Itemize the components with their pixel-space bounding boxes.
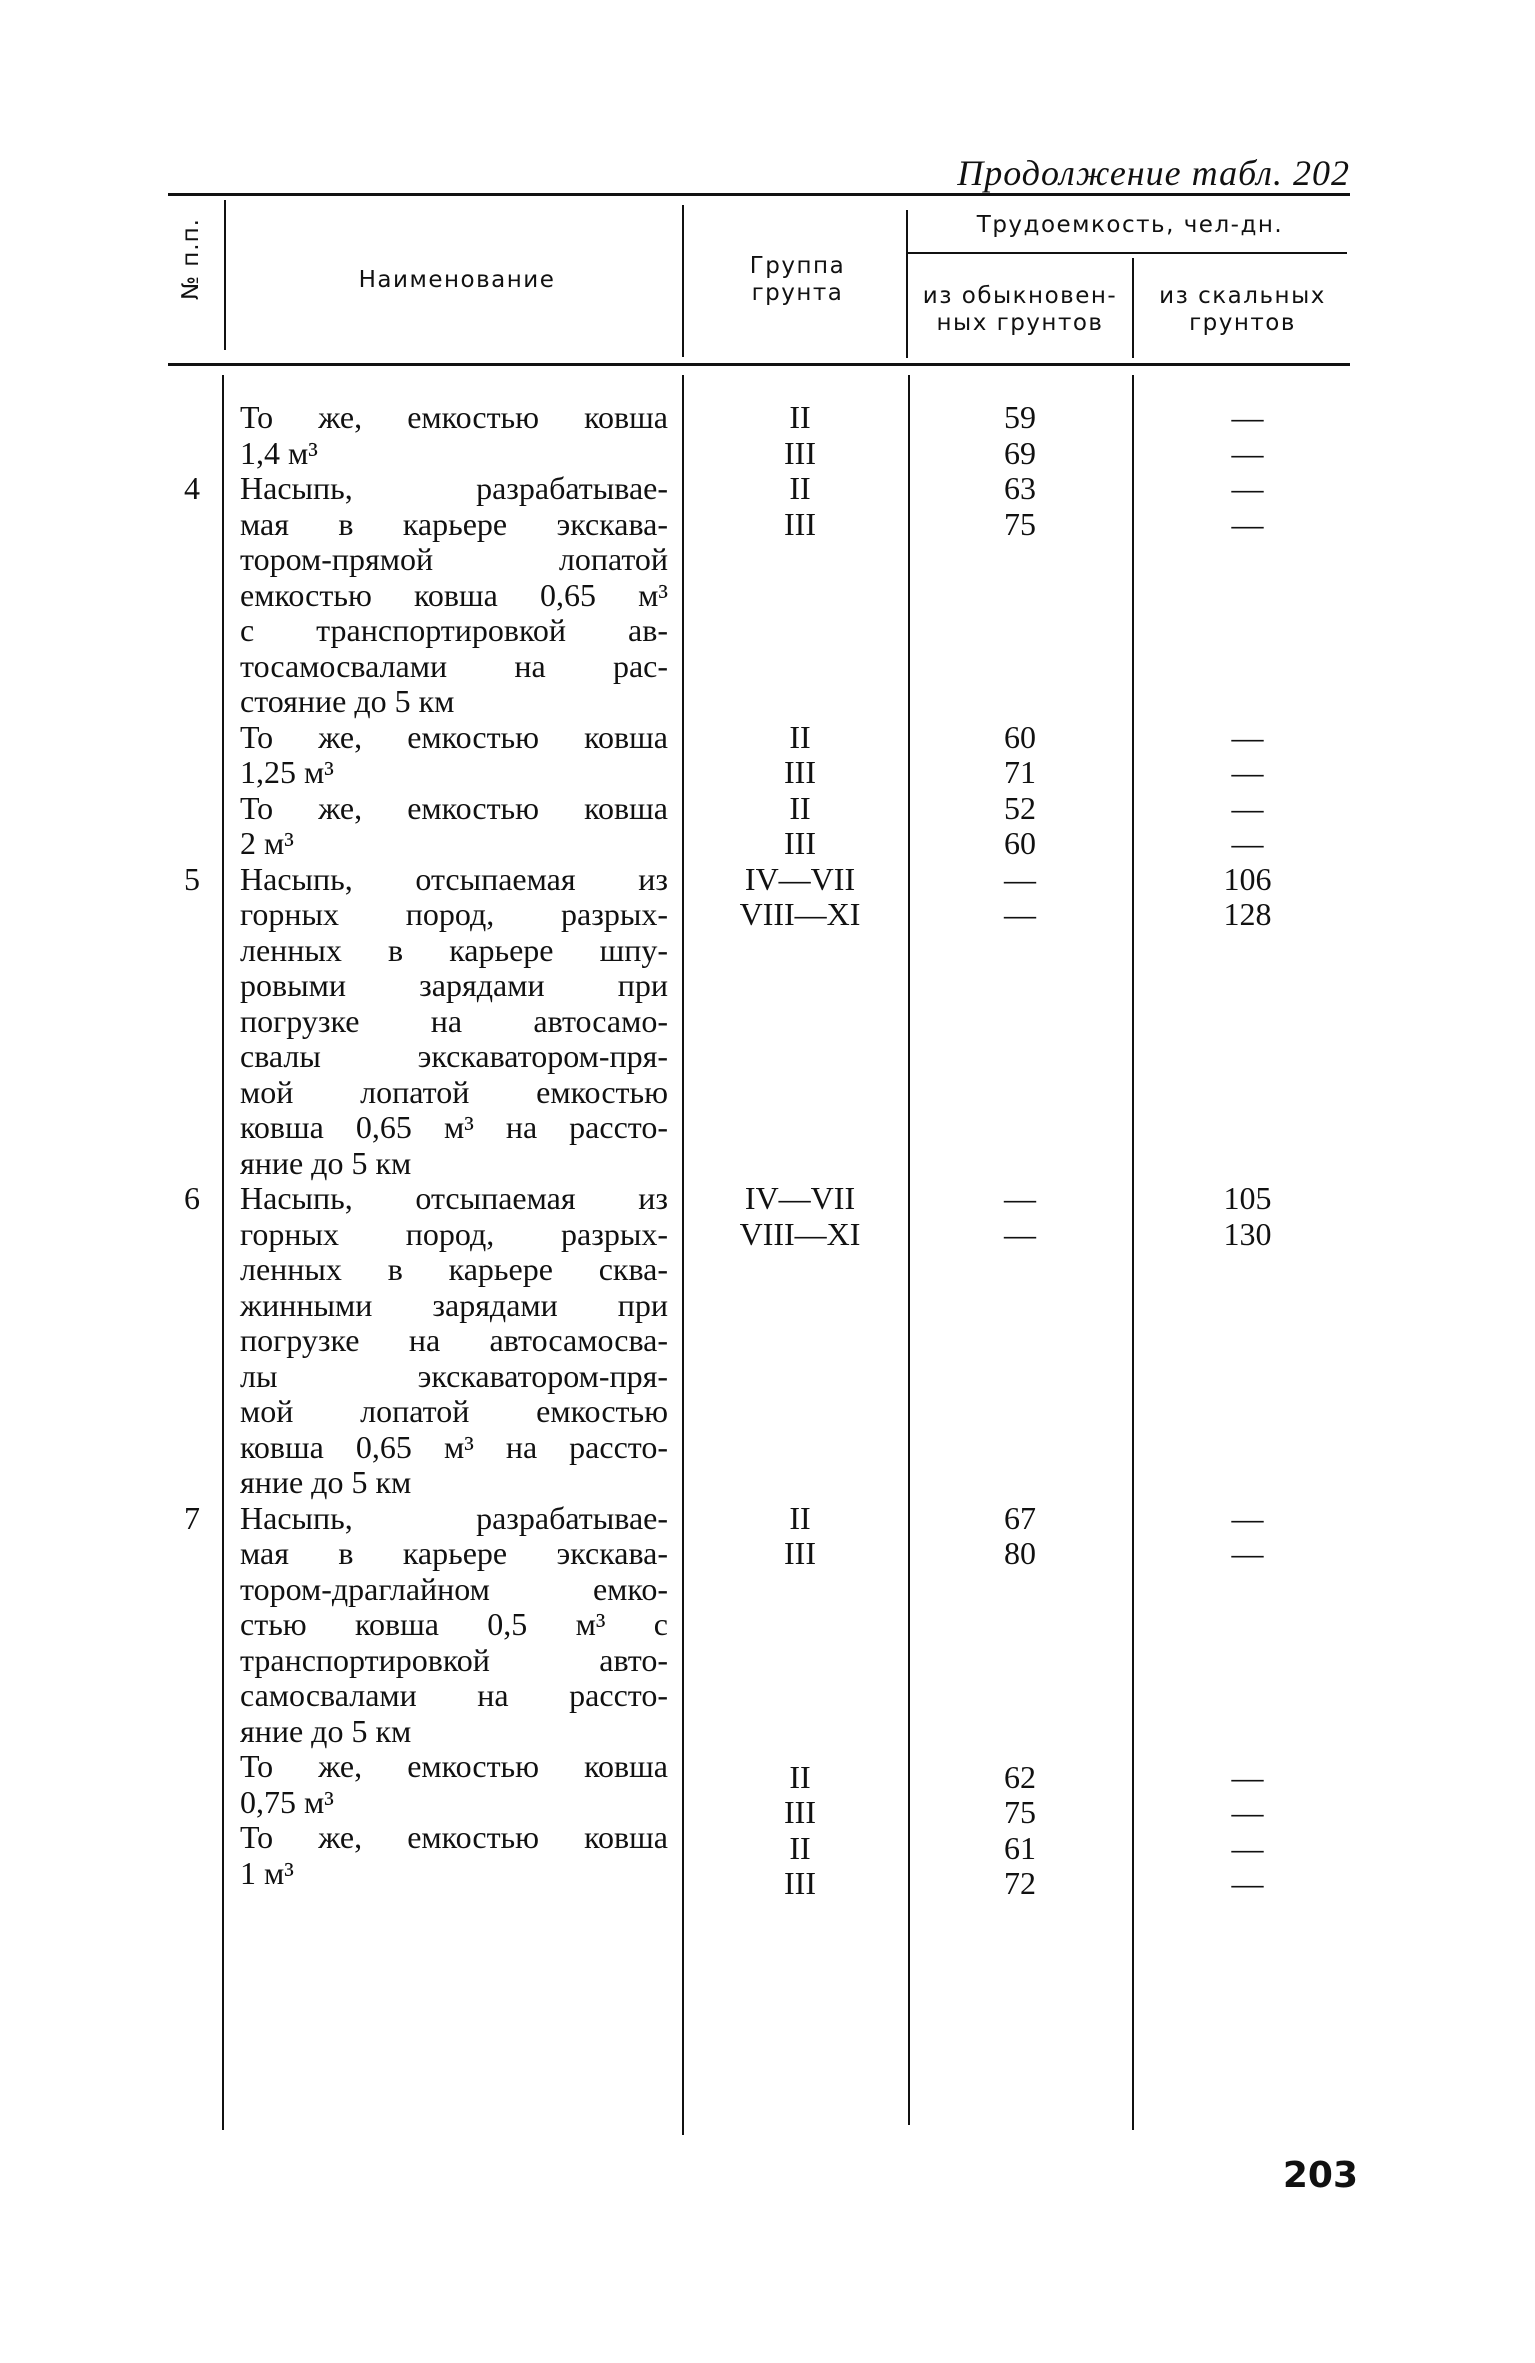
row-name-line: яние до 5 км: [240, 1712, 412, 1749]
row-name-line: жинными зарядами при: [240, 1286, 668, 1323]
row-rocky-labor-value: —: [1231, 789, 1264, 826]
row-name-line: яние до 5 км: [240, 1464, 412, 1500]
row-ordinary-labor-value: 71: [1004, 754, 1036, 790]
row-ordinary-labor-value: 75: [1004, 505, 1036, 542]
row-rocky-labor: [1140, 862, 1355, 933]
row-name-line: горных пород, разрых-: [240, 1215, 668, 1252]
row-name-line: То же, емкостью ковша: [240, 1748, 668, 1784]
row-soil-group-value: VIII—XI: [739, 1215, 861, 1252]
row-rocky-labor: [1140, 1760, 1355, 1831]
row-ordinary-labor-value: —: [1004, 1215, 1036, 1252]
row-name-line: мая в карьере экскава-: [240, 1535, 668, 1571]
row-soil-group: [690, 1501, 910, 1572]
row-ordinary-labor: [915, 1181, 1125, 1252]
row-name-line: Насыпь, разрабатывае-: [240, 1499, 668, 1536]
row-soil-group-value: IV—VII: [744, 1180, 856, 1216]
row-soil-group-value: III: [784, 825, 816, 861]
row-soil-group-value: VIII—XI: [739, 896, 861, 932]
row-ordinary-labor-value: 72: [1004, 1865, 1036, 1902]
row-ordinary-labor: [915, 862, 1125, 933]
row-ordinary-labor: [915, 1831, 1125, 1902]
row-name-line: То же, емкостью ковша: [240, 1819, 668, 1855]
row-soil-group-value: IV—VII: [744, 860, 856, 897]
header-divider-name: [682, 205, 684, 357]
row-rocky-labor: [1140, 400, 1355, 471]
row-name-line: тором-драглайном емко-: [240, 1570, 668, 1607]
row-name-line: погрузке на автосамосва-: [240, 1322, 668, 1358]
header-rocky-line: из скальных: [1159, 283, 1326, 309]
row-name-line: мой лопатой емкостью: [240, 1073, 668, 1110]
body-divider-labor: [1132, 375, 1134, 2130]
row-name: [240, 400, 668, 471]
row-ordinary-labor: [915, 720, 1125, 791]
row-soil-group: [690, 400, 910, 471]
row-rocky-labor-value: —: [1231, 434, 1264, 471]
row-rocky-labor: [1140, 1831, 1355, 1902]
row-number: 6: [184, 1180, 200, 1216]
row-name-line: Насыпь, отсыпаемая из: [240, 1180, 668, 1216]
row-ordinary-labor-value: 52: [1004, 789, 1036, 826]
header-num: № п.п.: [178, 218, 204, 300]
row-ordinary-labor-value: 62: [1004, 1758, 1036, 1795]
row-name-line: лы экскаватором-пря-: [240, 1357, 668, 1394]
row-ordinary-labor: [915, 1760, 1125, 1831]
row-rocky-labor-value: —: [1231, 1794, 1264, 1831]
row-ordinary-labor-value: —: [1004, 896, 1036, 932]
row-name-line: То же, емкостью ковша: [240, 789, 668, 826]
row-name-line: ленных в карьере сква-: [240, 1251, 668, 1287]
body-divider-num: [222, 375, 224, 2130]
row-rocky-labor-value: —: [1231, 1758, 1264, 1795]
row-name-line: самосвалами на рассто-: [240, 1677, 668, 1713]
row-name: [240, 862, 668, 1182]
row-soil-group-value: II: [789, 789, 811, 826]
header-group-line: грунта: [751, 280, 844, 306]
row-ordinary-labor: [915, 400, 1125, 471]
row-ordinary-labor: [915, 471, 1125, 542]
row-name-line: То же, емкостью ковша: [240, 718, 668, 755]
row-soil-group-value: III: [784, 1535, 816, 1571]
row-name-line: свалы экскаватором-пря-: [240, 1038, 668, 1074]
row-ordinary-labor-value: 80: [1004, 1535, 1036, 1571]
row-rocky-labor-value: —: [1231, 1499, 1264, 1536]
row-name-line: стью ковша 0,5 м³ с: [240, 1606, 668, 1642]
row-rocky-labor-value: —: [1231, 505, 1264, 542]
labor-subheader-rule: [907, 252, 1347, 254]
row-number: 5: [184, 860, 200, 897]
row-name-line: яние до 5 км: [240, 1144, 412, 1181]
row-rocky-labor: [1140, 1501, 1355, 1572]
row-rocky-labor-value: —: [1231, 1865, 1264, 1902]
row-name: [240, 1749, 668, 1820]
row-ordinary-labor-value: 59: [1004, 399, 1036, 435]
header-name: Наименование: [358, 267, 556, 293]
row-name-line: мой лопатой емкостью: [240, 1393, 668, 1429]
row-ordinary-labor-value: —: [1004, 860, 1036, 897]
row-soil-group-value: III: [784, 1794, 816, 1831]
row-rocky-labor: [1140, 791, 1355, 862]
row-name-line: с транспортировкой ав-: [240, 612, 668, 648]
header-divider-num: [224, 200, 226, 350]
row-number: 7: [184, 1499, 200, 1536]
header-rocky-line: грунтов: [1189, 310, 1296, 336]
row-name-line: ковша 0,65 м³ на рассто-: [240, 1428, 668, 1465]
row-soil-group-value: II: [789, 470, 811, 506]
row-name-line: мая в карьере экскава-: [240, 505, 668, 542]
row-ordinary-labor-value: 60: [1004, 718, 1036, 755]
row-soil-group: [690, 1760, 910, 1831]
table-caption: Продолжение табл. 202: [957, 153, 1350, 193]
row-soil-group: [690, 862, 910, 933]
row-rocky-labor-value: —: [1231, 754, 1264, 790]
row-name-line: горных пород, разрых-: [240, 896, 668, 932]
row-name: [240, 1820, 668, 1891]
row-name-line: ровыми зарядами при: [240, 967, 668, 1003]
row-soil-group-value: II: [789, 1758, 811, 1795]
row-name: [240, 471, 668, 720]
row-ordinary-labor-value: 60: [1004, 825, 1036, 861]
row-rocky-labor: [1140, 1181, 1355, 1252]
row-soil-group-value: II: [789, 718, 811, 755]
row-name: [240, 1501, 668, 1750]
row-ordinary-labor-value: 69: [1004, 434, 1036, 471]
row-name-line: емкостью ковша 0,65 м³: [240, 576, 668, 613]
row-ordinary-labor-value: —: [1004, 1180, 1036, 1216]
top-rule: [168, 193, 1350, 196]
row-name: [240, 720, 668, 791]
row-rocky-labor-value: —: [1231, 470, 1264, 506]
row-rocky-labor: [1140, 720, 1355, 791]
row-rocky-labor-value: —: [1231, 399, 1264, 435]
row-rocky-labor-value: 106: [1223, 860, 1272, 897]
row-soil-group-value: III: [784, 754, 816, 790]
row-name-line: 1 м³: [240, 1854, 294, 1891]
row-soil-group-value: II: [789, 399, 811, 435]
row-name-line: 1,4 м³: [240, 434, 318, 471]
row-soil-group-value: III: [784, 1865, 816, 1902]
row-ordinary-labor: [915, 791, 1125, 862]
row-rocky-labor-value: —: [1231, 825, 1264, 861]
row-name-line: 0,75 м³: [240, 1783, 334, 1820]
row-soil-group-value: II: [789, 1499, 811, 1536]
header-group: [690, 253, 905, 307]
row-rocky-labor-value: 130: [1223, 1215, 1272, 1252]
row-soil-group: [690, 471, 910, 542]
row-soil-group: [690, 791, 910, 862]
header-labor: Трудоемкость, чел-дн.: [976, 212, 1284, 238]
row-ordinary-labor-value: 75: [1004, 1794, 1036, 1831]
header-ordinary-line: из обыкновен-: [922, 283, 1118, 309]
page-number: 203: [1282, 2155, 1358, 2196]
row-name-line: ленных в карьере шпу-: [240, 931, 668, 968]
row-name-line: То же, емкостью ковша: [240, 399, 668, 435]
header-ordinary: [905, 283, 1135, 337]
row-name-line: 1,25 м³: [240, 754, 334, 790]
row-soil-group: [690, 1831, 910, 1902]
row-ordinary-labor-value: 63: [1004, 470, 1036, 506]
row-ordinary-labor-value: 61: [1004, 1829, 1036, 1866]
row-rocky-labor-value: —: [1231, 1829, 1264, 1866]
row-name-line: 2 м³: [240, 825, 294, 861]
row-soil-group-value: II: [789, 1829, 811, 1866]
row-number: 4: [184, 470, 200, 506]
row-soil-group-value: III: [784, 434, 816, 471]
row-ordinary-labor-value: 67: [1004, 1499, 1036, 1536]
header-rule: [168, 363, 1350, 366]
row-soil-group-value: III: [784, 505, 816, 542]
row-rocky-labor-value: 128: [1223, 896, 1272, 932]
row-name-line: Насыпь, отсыпаемая из: [240, 860, 668, 897]
row-rocky-labor-value: —: [1231, 1535, 1264, 1571]
row-name-line: транспортировкой авто-: [240, 1641, 668, 1678]
row-name-line: тором-прямой лопатой: [240, 541, 668, 577]
row-name-line: погрузке на автосамо-: [240, 1002, 668, 1039]
row-rocky-labor-value: 105: [1223, 1180, 1272, 1216]
row-soil-group: [690, 720, 910, 791]
header-group-line: Группа: [749, 253, 846, 279]
header-rocky: [1135, 283, 1350, 337]
header-ordinary-line: ных грунтов: [936, 310, 1104, 336]
row-name-line: тосамосвалами на рас-: [240, 647, 668, 684]
row-rocky-labor-value: —: [1231, 718, 1264, 755]
row-name: [240, 1181, 668, 1501]
row-name-line: стояние до 5 км: [240, 683, 455, 719]
body-divider-name: [682, 375, 684, 2135]
row-name: [240, 791, 668, 862]
row-rocky-labor: [1140, 471, 1355, 542]
row-ordinary-labor: [915, 1501, 1125, 1572]
row-name-line: Насыпь, разрабатывае-: [240, 470, 668, 506]
row-soil-group: [690, 1181, 910, 1252]
row-name-line: ковша 0,65 м³ на рассто-: [240, 1109, 668, 1145]
